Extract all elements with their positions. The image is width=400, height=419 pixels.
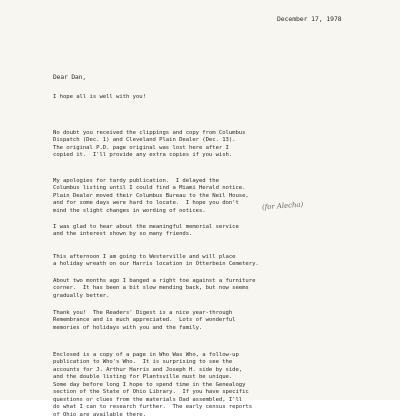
paragraph-greeting: I hope all is well with you! [53, 94, 146, 100]
paragraph-wreath: This afternoon I am going to Westerville and will place a holiday wreath on our Harris location in Otterbein Cemetery. [53, 254, 259, 268]
paragraph-readers-digest: Thank you! The Readers' Digest is a nice year-through Remembrance and is much appreciated. Lots of wonderful memories of holidays with you and the family. [53, 310, 236, 331]
salutation: Dear Dan, [53, 74, 87, 81]
letter-date: December 17, 1978 [277, 15, 342, 23]
paragraph-toe: About two months ago I banged a right toe against a furniture corner. It has been a bit slow mending back, but now seems gradually better. [53, 278, 256, 299]
paragraph-who-was-who: Enclosed is a copy of a page in Who Was Who, a follow-up publication to Who's Who. It is surprising to see the accounts for J. Arthur Harris and Joseph H. side by side, and the double listing for Plantsville must be unique. [53, 352, 243, 381]
paragraph-genealogy: Some day before long I hope to spend time in the Genealogy section of the State of Ohio Library. If you have specific questions or clues from the materials Dad assembled, I'll do what I can to research further. The early census reports of Ohio are available there. [53, 382, 253, 418]
handwritten-note: (for Alecha) [261, 200, 304, 212]
paragraph-memorial: I was glad to hear about the meaningful memorial service and the interest shown by so many friends. [53, 224, 239, 238]
paragraph-apologies: My apologies for tardy publication. I delayed the Columbus listing until I could find a Miami Herald notice. Plain Dealer moved their Columbus Bureau to the Neil House, and for some days were hard to locate. I hope you don't mind the slight changes in wording of notices. [53, 178, 249, 214]
paragraph-clippings: No doubt you received the clippings and copy from Columbus Dispatch (Dec. 1) and Cleveland Plain Dealer (Dec. 13). The original P.D. page original was lost here after I copied it. I'll provide any extra copies if you wish. [53, 130, 246, 159]
